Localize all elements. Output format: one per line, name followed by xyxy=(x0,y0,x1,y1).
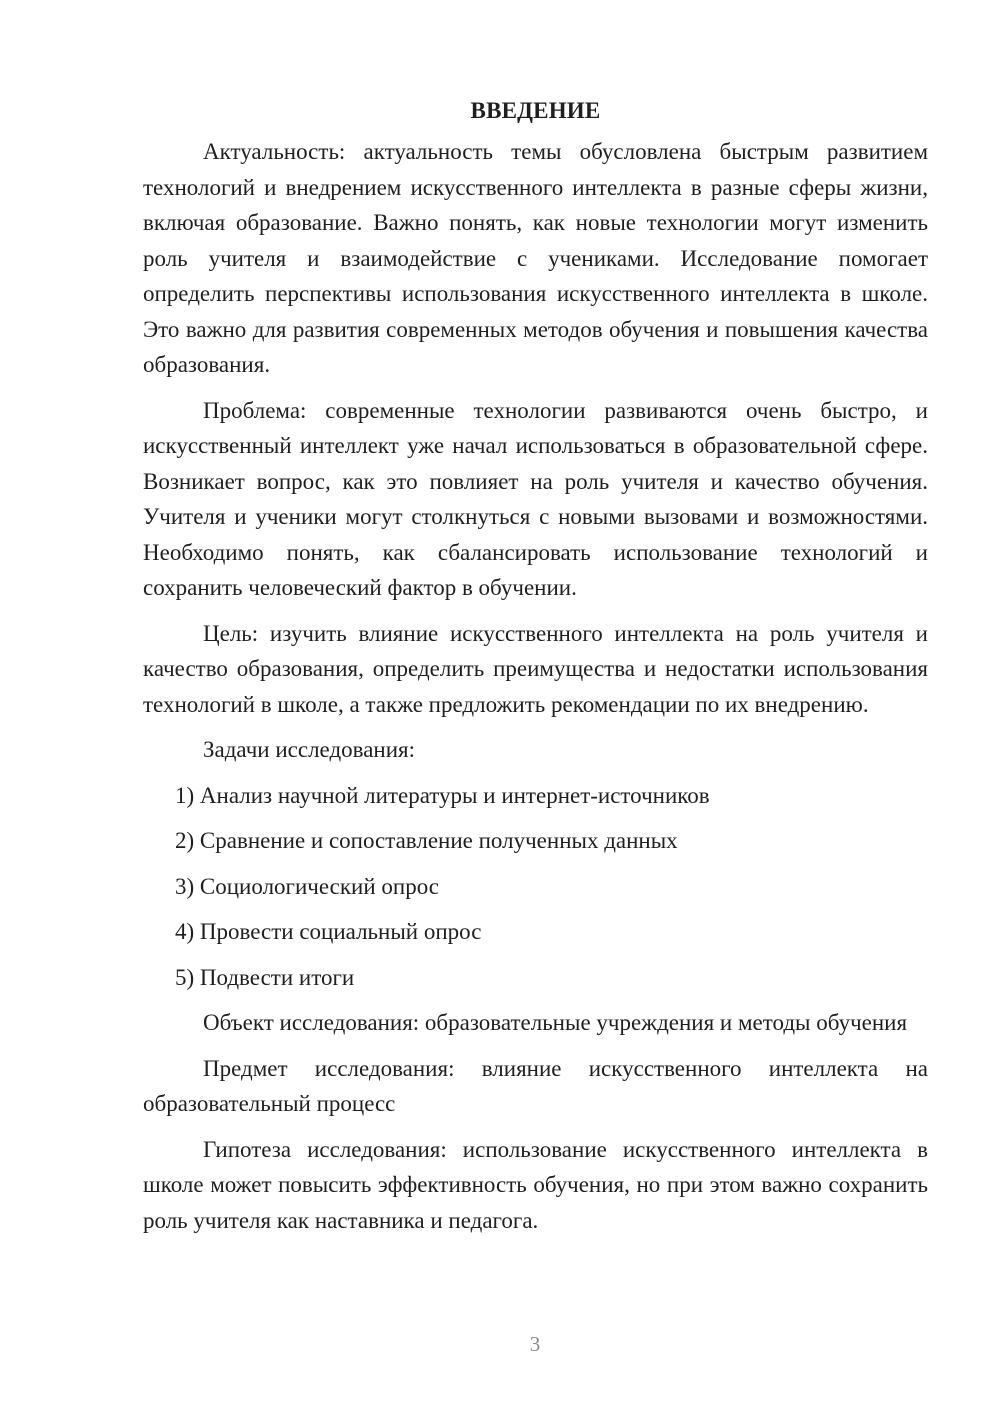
goal-paragraph: Цель: изучить влияние искусственного интеллекта на роль учителя и качество образования, определить преимущества и недостатки использования технологий в школе, а также предложить рекомендации по их внедрению. xyxy=(143,620,928,717)
task-item: 4) Провести социальный опрос xyxy=(175,919,482,944)
task-item: 1) Анализ научной литературы и интернет-источников xyxy=(175,782,710,808)
hypothesis-paragraph: Гипотеза исследования: использование искусственного интеллекта в школе может повысить эффективность обучения, но при этом важно сохранить роль учителя как наставника и педагога. xyxy=(143,1136,928,1233)
tasks-heading: Задачи исследования: xyxy=(203,737,416,762)
object-paragraph: Объект исследования: образовательные учреждения и методы обучения xyxy=(203,1010,908,1035)
task-item: 2) Сравнение и сопоставление полученных данных xyxy=(175,828,678,853)
subject-paragraph: Предмет исследования: влияние искусственного интеллекта на образовательный процесс xyxy=(143,1055,928,1116)
problem-paragraph: Проблема: современные технологии развиваются очень быстро, и искусственный интеллект уже начал использоваться в образовательной сфере. Возникает вопрос, как это повлияет на роль учителя и качество обучения. Учителя и ученики могут столкнуться с новыми вызовами и возможностями. Необходимо понять, как сбалансировать использование технологий и сохранить человеческий фактор в обучении. xyxy=(143,397,928,600)
section-title: ВВЕДЕНИЕ xyxy=(470,98,601,123)
task-item: 5) Подвести итоги xyxy=(175,964,355,990)
relevance-paragraph: Актуальность: актуальность темы обусловлена быстрым развитием технологий и внедрением искусственного интеллекта в разные сферы жизни, включая образование. Важно понять, как новые технологии могут изменить роль учителя и взаимодействие с учениками. Исследование помогает определить перспективы использования искусственного интеллекта в школе. Это важно для развития современных методов обучения и повышения качества образования. xyxy=(143,139,928,377)
page-number: 3 xyxy=(529,1332,541,1356)
task-item: 3) Социологический опрос xyxy=(175,873,439,899)
page-content xyxy=(143,93,928,1238)
